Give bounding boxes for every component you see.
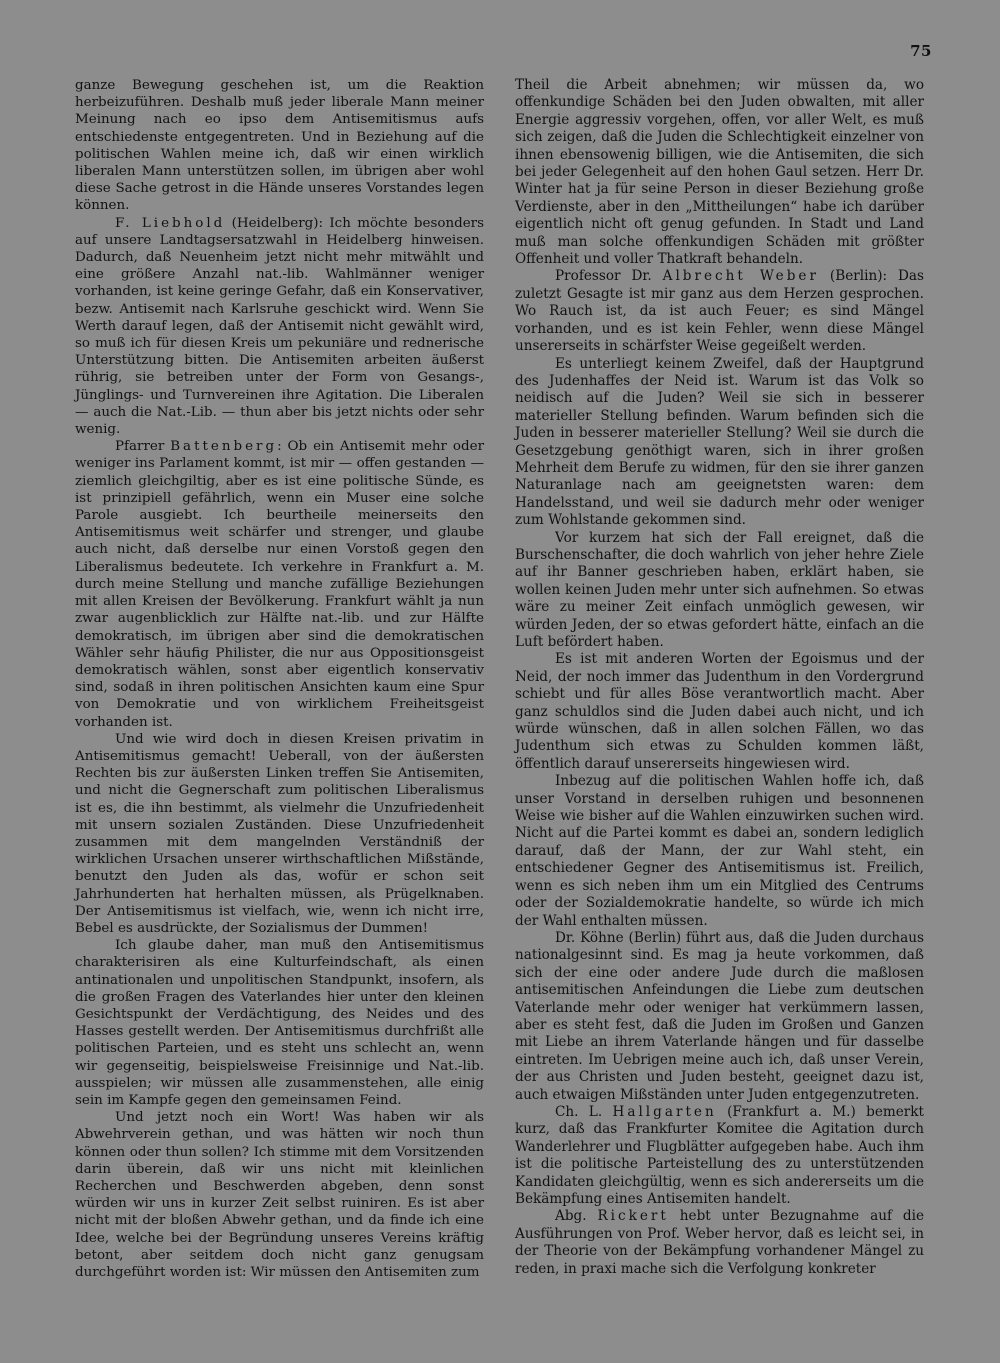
speaker-title: Professor Dr. [555, 268, 663, 285]
paragraph-text: (Berlin): Das zuletzt Gesagte ist mir ganz aus dem Herzen gesprochen. Wo Rauch ist, da ist auch Feuer; es sind Mängel vorhanden, und es ist kein Fehler, wenn diese Mängel unsererseits in schärfster Weise gegeißelt werden. [515, 268, 925, 355]
speaker-name: Battenberg [170, 439, 278, 455]
paragraph: Es ist mit anderen Worten der Egoismus und der Neid, der noch immer das Judenthum in den Vordergrund schiebt und für alles Böse verantwortlich macht. Aber ganz schuldlos sind die Juden dabei auch nicht, und ich würde wünschen, daß in allen solchen Fällen, wo das Judenthum sich etwas zu Schulden kommen läßt, öffentlich darauf unsererseits hingewiesen wird. [515, 651, 924, 772]
paragraph [515, 1208, 924, 1278]
speaker-name: Rickert [597, 1208, 669, 1225]
paragraph [515, 1104, 924, 1208]
paragraph [75, 438, 484, 730]
speaker-name: Hallgarten [612, 1103, 717, 1120]
speaker-title: Ch. L. [555, 1103, 613, 1120]
speaker-name: Dr. Köhne [555, 929, 624, 946]
paragraph: ganze Bewegung geschehen ist, um die Reaktion herbeizuführen. Deshalb muß jeder liberale Mann meiner Meinung nach eo ipso dem Antisemitismus aufs entschiedenste entgegentreten. Und in Beziehung auf die politischen Wahlen meine ich, daß wir einen wirklich liberalen Mann unterstützen sollen, im übrigen aber wohl diese Sache getrost in die Hände unseres Vorstandes legen können. [75, 78, 484, 214]
paragraph [75, 215, 484, 439]
speaker-title: Abg. [555, 1208, 598, 1225]
left-column [75, 77, 484, 1281]
paragraph-text: (Heidelberg): Ich möchte besonders auf unsere Landtagsersatzwahl in Heidelberg hinweisen. Dadurch, daß Neuenheim jetzt nicht mehr mitwählt und eine größere Anzahl nat.-lib. Wahlmänner weniger vorhanden, ist keine geringe Gefahr, daß ein Konservativer, bezw. Antisemit nach Karlsruhe geschickt wird. Wenn Sie Werth darauf legen, daß der Antisemit nicht gewählt wird, so muß ich für diesen Kreis um pekuniäre und rednerische Unterstützung bitten. Die Antisemiten arbeiten äußerst rührig, sie betreiben unter der Form von Gesangs-, Jünglings- und Turnvereinen ihre Agitation. Die Liberalen — auch die Nat.-Lib. — thun aber bis jetzt nichts oder sehr wenig. [75, 215, 484, 438]
page-number: 75 [910, 42, 932, 60]
paragraph: Vor kurzem hat sich der Fall ereignet, daß die Burschenschafter, die doch wahrlich von jeher hehre Ziele auf ihr Banner geschrieben haben, erklärt haben, sie wollen keinen Juden mehr unter sich aufnehmen. So etwas wäre zu meiner Zeit einfach unmöglich gewesen, wir würden Jeden, der so etwas gefordert hätte, einfach an die Luft befördert haben. [515, 529, 924, 650]
paragraph-text: (Berlin) führt aus, daß die Juden durchaus nationalgesinnt sind. Es mag ja heute vorkommen, daß sich der eine oder andere Jude durch die maßlosen antisemitischen Anfeindungen die Liebe zum deutschen Vaterlande mehr oder weniger hat verkümmern lassen, aber es steht fest, daß die Juden im Großen und Ganzen mit Liebe an ihrem Vaterlande hängen und für dasselbe eintreten. Im Uebrigen meine auch ich, daß unser Verein, der aus Christen und Juden besteht, geeignet dazu ist, auch etwaigen Mißständen unter Juden entgegenzutreten. [515, 929, 925, 1103]
paragraph: Und wie wird doch in diesen Kreisen privatim in Antisemitismus gemacht! Ueberall, von der äußersten Rechten bis zur äußersten Linken treffen Sie Antisemiten, und nicht die Gegnerschaft zum politischen Liberalismus ist es, die ihn bestimmt, als vielmehr die Unzufriedenheit mit unsern sozialen Zuständen. Diese Unzufriedenheit zusammen mit dem mangelnden Verständniß der wirklichen Ursachen unserer wirthschaftlichen Mißstände, benutzt den Juden als das, wofür er schon seit Jahrhunderten hat herhalten müssen, als Prügelknaben. Der Antisemitismus ist vielfach, wie, wenn ich nicht irre, Bebel es ausdrückte, der Sozialismus der Dummen! [75, 731, 484, 936]
paragraph-text: hebt unter Bezugnahme auf die Ausführungen von Prof. Weber hervor, daß es leicht sei, in der Theorie von der Bekämpfung vorhandener Mängel zu reden, in praxi mache sich die Verfolgung konkreter [515, 1208, 924, 1277]
speaker-title: Pfarrer [115, 439, 171, 455]
speaker-name: Albrecht Weber [662, 268, 819, 285]
right-column [515, 77, 924, 1278]
paragraph: Und jetzt noch ein Wort! Was haben wir als Abwehrverein gethan, und was hätten wir noch thun können oder thun sollen? Ich stimme mit dem Vorsitzenden darin überein, daß wir uns nicht mit kleinlichen Recherchen und Beschwerden abgeben, denn sonst würden wir uns in kurzer Zeit selbst ruiniren. Es ist aber nicht mit der bloßen Abwehr gethan, und da finde ich eine Idee, welche bei der Begründung unseres Vereins kräftig betont, aber seitdem doch nicht ganz genugsam durchgeführt worden ist: Wir müssen den Antisemiten zum [75, 1110, 484, 1281]
speaker-name: F. Liebhold [115, 215, 226, 231]
paragraph-text: (Frankfurt a. M.) bemerkt kurz, daß das Frankfurter Komitee die Agitation durch Wanderlehrer und Flugblätter aufgegeben habe. Auch ihm ist die politische Parteistellung des zu unterstützenden Kandidaten gleichgültig, wenn es sich andererseits um die Bekämpfung eines Antisemiten handelt. [515, 1103, 924, 1207]
paragraph: Inbezug auf die politischen Wahlen hoffe ich, daß unser Vorstand in derselben ruhigen und besonnenen Weise wie bisher auf die Wahlen einzuwirken suchen wird. Nicht auf die Partei kommt es dabei an, sondern lediglich darauf, daß der Mann, der zur Wahl steht, ein entschiedener Gegner des Antisemitismus ist. Freilich, wenn es sich neben ihm um ein Mitglied des Centrums oder der Sozialdemokratie handelte, so würde ich mich der Wahl enthalten müssen. [515, 773, 924, 929]
paragraph [515, 268, 924, 355]
paragraph: Es unterliegt keinem Zweifel, daß der Hauptgrund des Judenhaffes der Neid ist. Warum ist das Volk so neidisch auf die Juden? Weil sie sich in besserer materieller Stellung befinden. Warum befinden sich die Juden in besserer materieller Stellung? Weil sie durch die Gesetzgebung genöthigt waren, sich in ihrer großen Mehrheit dem Berufe zu widmen, für den sie ihrer ganzen Naturanlage nach am geeignetsten waren: dem Handelsstand, und weil sie dadurch mehr oder weniger zum Wohlstande gekommen sind. [515, 355, 924, 529]
paragraph [515, 930, 924, 1104]
paragraph-text: : Ob ein Antisemit mehr oder weniger ins Parlament kommt, ist mir — offen gestanden — ziemlich gleichgiltig, aber es ist eine politische Sünde, es ist prinzipiell gefährlich, wenn ein Muser eine solche Parole ausgiebt. Ich beurtheile meinerseits den Antisemitismus weit schärfer und strenger, und glaube auch nicht, daß derselbe nur einen Vorstoß gegen den Liberalismus bedeutete. Ich verkehre in Frankfurt a. M. durch meine Stellung und manche zufällige Beziehungen mit allen Kreisen der Bevölkerung. Frankfurt wählt ja nun zwar augenblicklich zur Hälfte nat.-lib. und zur Hälfte demokratisch, im übrigen aber sind die demokratischen Wähler sehr häufig Philister, die nur aus Oppositionsgeist demokratisch wählen, sonst aber eigentlich konservativ sind, sodaß in ihren politischen Ansichten kaum eine Spur von Demokratie und von wirklichem Freiheitsgeist vorhanden ist. [75, 439, 484, 730]
paragraph: Theil die Arbeit abnehmen; wir müssen da, wo offenkundige Schäden bei den Juden obwalten, mit aller Energie aggressiv vorgehen, offen, vor aller Welt, es muß sich zeigen, daß die Juden die Schlechtigkeit einzelner von ihnen ebensowenig billigen, wie die Antisemiten, die sich bei jeder Gelegenheit auf den hohen Gaul setzen. Herr Dr. Winter hat ja für seine Person in dieser Beziehung große Verdienste, aber in den „Mittheilungen“ habe ich darüber eigentlich nicht oft genug gefunden. In Stadt und Land muß man solche offenkundigen Schäden mit größter Offenheit und voller Thatkraft behandeln. [515, 77, 924, 268]
paragraph: Ich glaube daher, man muß den Antisemitismus charakterisiren als eine Kulturfeindschaft, als einen antinationalen und unpolitischen Standpunkt, insofern, als die großen Fragen des Vaterlandes hier unter den kleinen Gesichtspunkt der Verdächtigung, des Neides und des Hasses gestellt werden. Der Antisemitismus durchfrißt alle politischen Parteien, und es steht uns schlecht an, wenn wir gegenseitig, beispielsweise Freisinnige und Nat.-lib. ausspielen; wir müssen alle zusammenstehen, alle einig sein im Kampfe gegen den gemeinsamen Feind. [75, 938, 484, 1108]
